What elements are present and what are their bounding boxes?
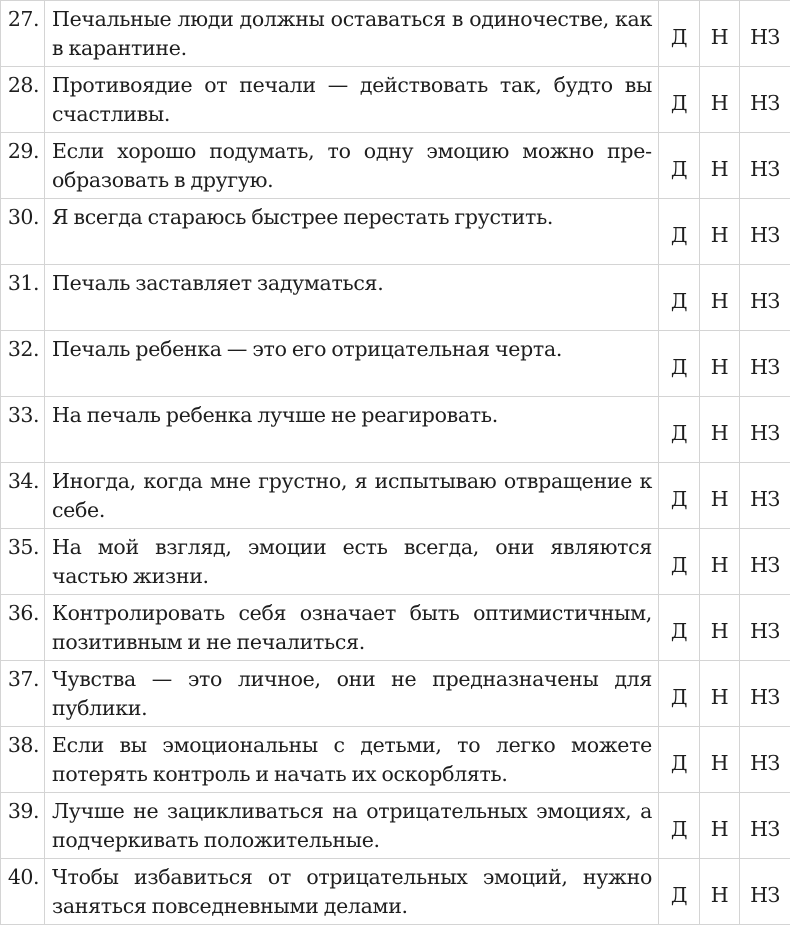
answer-dont-know-option[interactable]: НЗ [740,859,790,925]
answer-yes-option[interactable]: Д [659,397,700,463]
question-number: 30. [1,199,45,265]
answer-no-option[interactable]: Н [700,331,740,397]
question-row [1,1,790,67]
question-text: Иногда, когда мне грустно, я испытываю отвращение к себе. [45,463,659,529]
answer-yes-option[interactable]: Д [659,199,700,265]
answer-yes-option[interactable]: Д [659,859,700,925]
answer-yes-option[interactable]: Д [659,331,700,397]
answer-dont-know-option[interactable]: НЗ [740,397,790,463]
question-number: 36. [1,595,45,661]
question-text: Противоядие от печали — действовать так, будто вы счастливы. [45,67,659,133]
answer-no-option[interactable]: Н [700,661,740,727]
answer-no-option[interactable]: Н [700,859,740,925]
question-row [1,859,790,925]
answer-no-option[interactable]: Н [700,133,740,199]
question-text: Контролировать себя означает быть оптимистичным, позитивным и не печалиться. [45,595,659,661]
question-row [1,661,790,727]
answer-yes-option[interactable]: Д [659,727,700,793]
question-text: Я всегда стараюсь быстрее перестать грустить. [45,199,659,265]
answer-no-option[interactable]: Н [700,595,740,661]
question-row [1,133,790,199]
question-number: 37. [1,661,45,727]
question-number: 28. [1,67,45,133]
answer-dont-know-option[interactable]: НЗ [740,463,790,529]
answer-dont-know-option[interactable]: НЗ [740,67,790,133]
question-text: Печаль ребенка — это его отрицательная черта. [45,331,659,397]
answer-no-option[interactable]: Н [700,265,740,331]
question-row [1,529,790,595]
question-number: 40. [1,859,45,925]
answer-yes-option[interactable]: Д [659,463,700,529]
answer-yes-option[interactable]: Д [659,595,700,661]
answer-yes-option[interactable]: Д [659,265,700,331]
answer-no-option[interactable]: Н [700,1,740,67]
question-row [1,727,790,793]
question-number: 33. [1,397,45,463]
answer-dont-know-option[interactable]: НЗ [740,265,790,331]
answer-yes-option[interactable]: Д [659,133,700,199]
answer-yes-option[interactable]: Д [659,661,700,727]
answer-dont-know-option[interactable]: НЗ [740,199,790,265]
answer-yes-option[interactable]: Д [659,67,700,133]
answer-no-option[interactable]: Н [700,67,740,133]
answer-dont-know-option[interactable]: НЗ [740,595,790,661]
answer-dont-know-option[interactable]: НЗ [740,529,790,595]
question-text: Если вы эмоциональны с детьми, то легко можете потерять контроль и начать их оскорблять. [45,727,659,793]
answer-dont-know-option[interactable]: НЗ [740,331,790,397]
question-row [1,397,790,463]
question-text: Печальные люди должны оставаться в одиночестве, как в карантине. [45,1,659,67]
question-number: 29. [1,133,45,199]
questionnaire-body [1,1,790,925]
answer-no-option[interactable]: Н [700,199,740,265]
answer-dont-know-option[interactable]: НЗ [740,727,790,793]
question-number: 34. [1,463,45,529]
question-number: 35. [1,529,45,595]
question-number: 39. [1,793,45,859]
question-text: Чтобы избавиться от отрицательных эмоций, нужно заняться повседневными делами. [45,859,659,925]
question-row [1,595,790,661]
question-text: Печаль заставляет задуматься. [45,265,659,331]
question-row [1,199,790,265]
question-row [1,331,790,397]
question-text: На печаль ребенка лучше не реагировать. [45,397,659,463]
answer-yes-option[interactable]: Д [659,793,700,859]
question-number: 32. [1,331,45,397]
question-row [1,463,790,529]
question-text: Чувства — это личное, они не предназначены для публики. [45,661,659,727]
answer-dont-know-option[interactable]: НЗ [740,793,790,859]
answer-no-option[interactable]: Н [700,463,740,529]
answer-no-option[interactable]: Н [700,397,740,463]
question-row [1,265,790,331]
answer-no-option[interactable]: Н [700,727,740,793]
answer-no-option[interactable]: Н [700,793,740,859]
question-number: 27. [1,1,45,67]
answer-yes-option[interactable]: Д [659,529,700,595]
answer-dont-know-option[interactable]: НЗ [740,661,790,727]
answer-dont-know-option[interactable]: НЗ [740,133,790,199]
question-number: 38. [1,727,45,793]
answer-yes-option[interactable]: Д [659,1,700,67]
question-text: Если хорошо подумать, то одну эмоцию можно преобразовать в другую. [45,133,659,199]
answer-dont-know-option[interactable]: НЗ [740,1,790,67]
question-row [1,67,790,133]
answer-no-option[interactable]: Н [700,529,740,595]
question-text: Лучше не зацикливаться на отрицательных эмоциях, а подчеркивать положительные. [45,793,659,859]
question-row [1,793,790,859]
question-text: На мой взгляд, эмоции есть всегда, они являются частью жизни. [45,529,659,595]
question-number: 31. [1,265,45,331]
